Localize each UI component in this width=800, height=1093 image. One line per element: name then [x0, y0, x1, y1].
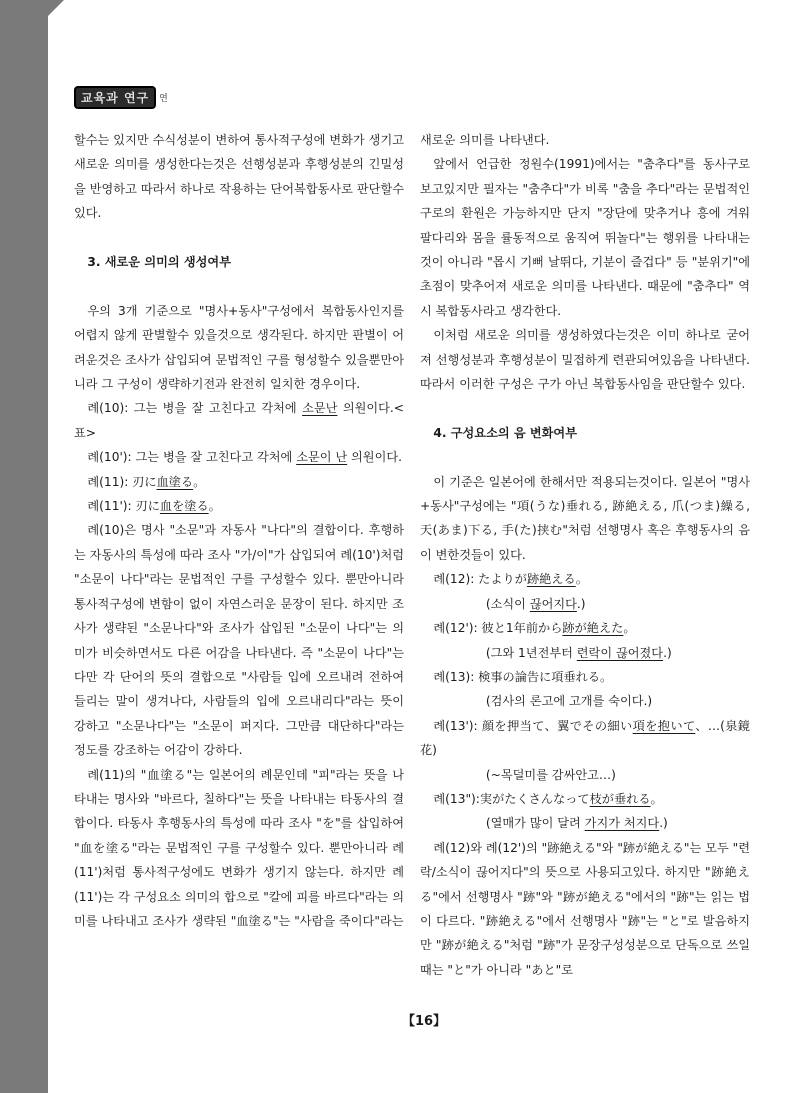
underlined-phrase: 跡絶える	[526, 572, 576, 587]
section-heading: 3. 새로운 의미의 생성여부	[87, 255, 231, 270]
translation-line	[420, 641, 750, 665]
text-run: 례(11'): 刃に	[87, 499, 160, 514]
text-run: (소식이	[485, 596, 530, 611]
section-heading: 4. 구성요소의 음 변화여부	[433, 425, 577, 440]
text-run: 。	[650, 791, 663, 806]
spacer	[74, 274, 404, 298]
journal-logo	[74, 86, 168, 109]
text-run: 례(10): 그는 병을 잘 고친다고 각처에	[87, 401, 303, 416]
example-line	[74, 445, 404, 469]
spacer	[420, 445, 750, 469]
example-line	[420, 567, 750, 591]
text-run: 。	[623, 621, 636, 636]
underlined-phrase: 소문난	[302, 401, 338, 416]
paragraph: 례(13): 検事の論告に項垂れる。	[433, 669, 613, 684]
left-column	[74, 128, 404, 933]
example-line	[74, 494, 404, 518]
underlined-phrase: 枝が垂れる	[589, 791, 651, 806]
text-run: 례(10'): 그는 병을 잘 고친다고 각처에	[87, 450, 297, 465]
underlined-phrase: 血を塗る	[159, 499, 209, 514]
underlined-phrase: 項を抱いて	[632, 718, 696, 733]
text-run: 례(11): 刃に	[87, 474, 157, 489]
spacer	[420, 396, 750, 420]
underlined-phrase: 소문이 난	[296, 450, 348, 465]
text-run: .)	[576, 596, 586, 611]
text-run: (열매가 많이 달려	[485, 816, 585, 831]
logo-mark: 연	[159, 94, 168, 104]
paragraph: 례(11)의 "血塗る"는 일본어의 례문인데 "피"라는 뜻을 나타내는 명사와 "바르다, 칠하다"는 뜻을 나타내는 타동사의 결합이다. 타동사 후행동사의 특성에 따라 조사 "を"를 삽입하여 "血を塗る"라는 문법적인 구를 구성할수 있다. 뿐만아니라 례(11')처럼 통사적구성에도 변화가 생기지 않는다. 하지만 례(11')는 각 구성요소 의미의 합으로 "칼에 피를 바르다"라는 의미를 나타내고 조사가 생략된 "血塗る"는 "사람을 죽이다"라는	[74, 767, 404, 928]
text-run: (그와 1년전부터	[485, 645, 577, 660]
text-run: 、…(泉鏡花)	[420, 718, 750, 758]
spacer	[74, 226, 404, 250]
page-number: 【16】	[401, 1014, 447, 1029]
right-column	[420, 128, 750, 982]
text-run: 。	[575, 572, 588, 587]
example-line	[420, 616, 750, 640]
text-run: 례(12): たよりが	[433, 572, 527, 587]
text-run: 。	[208, 499, 221, 514]
paragraph: 할수는 있지만 수식성분이 변하여 통사적구성에 변화가 생기고 새로운 의미를 생성한다는것은 선행성분과 후행성분의 긴밀성을 반영하고 따라서 하나로 작용하는 단어복합동사로 판단할수 있다.	[74, 133, 404, 221]
text-run: 의원이다.	[347, 450, 402, 465]
example-line	[420, 787, 750, 811]
page	[48, 0, 800, 1093]
underlined-phrase: 가지가 처지다	[584, 816, 660, 831]
paragraph: 새로운 의미를 나타낸다.	[420, 133, 550, 147]
example-line	[420, 714, 750, 763]
paragraph: 이 기준은 일본어에 한해서만 적용되는것이다. 일본어 "명사+동사"구성에는 "項(うな)垂れる, 跡絶える, 爪(つま)繰る, 天(あま)下る, 手(た)挟む"처럼 선행명사 혹은 후행동사의 음이 변한것들이 있다.	[420, 474, 750, 562]
underlined-phrase: 血塗る	[156, 474, 194, 489]
text-run: 의원이다.<표>	[74, 401, 404, 440]
underlined-phrase: 끊어지다	[529, 596, 577, 611]
underlined-phrase: 跡が絶えた	[562, 621, 624, 636]
translation-line: (~목덜미를 감싸안고…)	[485, 767, 616, 782]
paragraph: 우의 3개 기준으로 "명사+동사"구성에서 복합동사인지를 어렵지 않게 판별할수 있을것으로 생각된다. 하지만 판별이 어려운것은 조사가 삽입되여 문법적인 구를 형성할수 있을뿐만아니라 그 구성이 생략하기전과 완전히 일치한 경우이다.	[74, 303, 404, 392]
page-corner	[48, 0, 64, 16]
example-line	[74, 396, 404, 445]
example-line	[74, 470, 404, 494]
paragraph: 례(12)와 례(12')의 "跡絶える"와 "跡が絶える"는 모두 "련락/소식이 끊어지다"의 뜻으로 사용되고있다. 하지만 "跡絶える"에서 선행명사 "跡"와 "跡が絶える"에서의 "跡"는 읽는 법이 다르다. "跡絶える"에서 선행명사 "跡"는 "と"로 발음하지만 "跡が絶える"처럼 "跡"가 문장구성성분으로 단독으로 쓰일 때는 "と"가 아니라 "あと"로	[420, 840, 750, 977]
text-run: 례(13"):実がたくさんなって	[433, 791, 590, 806]
translation-line: (검사의 론고에 고개를 숙이다.)	[485, 694, 653, 709]
paragraph: 이처럼 새로운 의미를 생성하였다는것은 이미 하나로 굳어져 선행성분과 후행성분이 밀접하게 련관되여있음을 나타낸다. 따라서 이러한 구성은 구가 아닌 복합동사임을 판단할수 있다.	[420, 328, 750, 392]
translation-line	[420, 592, 750, 616]
translation-line	[420, 811, 750, 835]
paragraph: 앞에서 언급한 정원수(1991)에서는 "춤추다"를 동사구로 보고있지만 필자는 "춤추다"가 비록 "춤을 추다"라는 문법적인 구로의 환원은 가능하지만 단지 "장단에 맞추거나 흥에 겨워 팔다리와 몸을 률동적으로 움직여 뛰놀다"는 행위를 나타내는것이 아니라 "몹시 기뻐 날뛰다, 기분이 즐겁다" 등 "분위기"에 초점이 맞추어져 새로운 의미를 나타낸다. 때문에 "춤추다" 역시 복합동사라고 생각한다.	[420, 157, 750, 318]
paragraph: 례(10)은 명사 "소문"과 자동사 "나다"의 결합이다. 후행하는 자동사의 특성에 따라 조사 "가/이"가 삽입되여 례(10')처럼 "소문이 나다"라는 문법적인 구를 구성할수 있다. 뿐만아니라 통사적구성에 변함이 없이 자연스러운 문장이 된다. 하지만 조사가 생략된 "소문나다"와 조사가 삽입된 "소문이 나다"는 의미가 비슷하면서도 다른 어감을 나타낸다. 즉 "소문이 나다"는 다만 각 단어의 뜻의 결합으로 "사람들 입에 오르내려 전하여 들리는 말이 생겨나다, 사람들의 입에 오르내리다"라는 뜻이 강하고 "소문나다"는 "소문이 퍼지다. 그만큼 대단하다"라는 정도를 강조하는 어감이 강하다.	[74, 523, 404, 758]
logo-text: 교육과 연구	[74, 86, 156, 109]
text-run: 。	[193, 474, 206, 489]
text-run: .)	[659, 816, 668, 831]
text-run: 례(13'): 顔を押当て、翼でその細い	[433, 718, 633, 733]
underlined-phrase: 련락이 끊어졌다	[576, 645, 664, 660]
text-run: .)	[663, 645, 672, 660]
text-run: 례(12'): 彼と1年前から	[433, 621, 563, 636]
